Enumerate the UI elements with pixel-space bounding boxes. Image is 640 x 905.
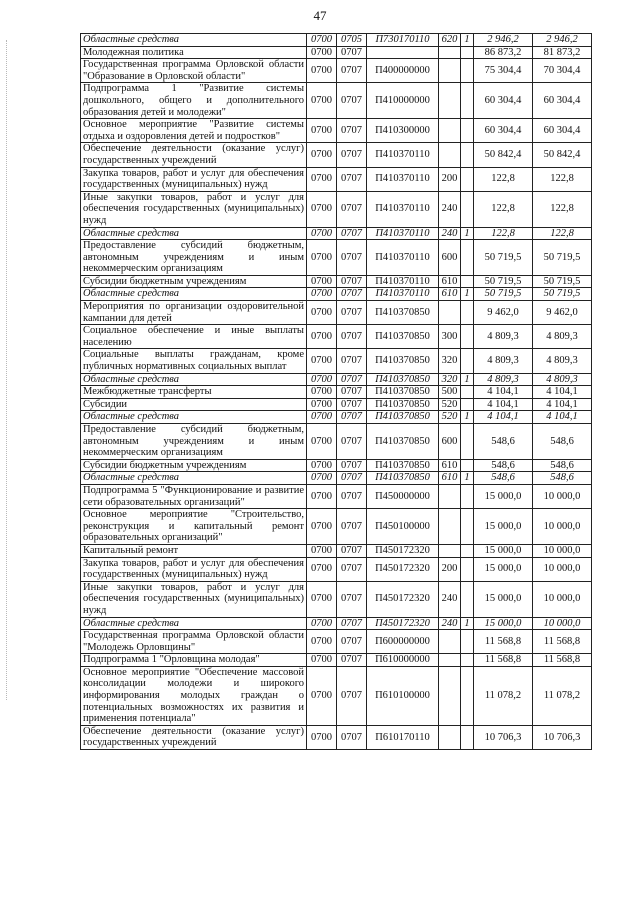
expense-type-cell: 240 [439, 227, 461, 240]
table-row [81, 544, 592, 557]
amount-year-1-cell: 15 000,0 [474, 557, 533, 581]
expense-type-cell [439, 725, 461, 749]
description-cell: Областные средства [81, 227, 307, 240]
table-row [81, 349, 592, 373]
description-cell: Предоставление субсидий бюджетным, автономным учреждениям и иным некоммерческим организациям [81, 424, 307, 460]
target-article-cell: П610170110 [367, 725, 439, 749]
table-row [81, 373, 592, 386]
funding-source-cell [461, 46, 474, 59]
description-cell: Основное мероприятие "Строительство, реконструкция и капитальный ремонт образовательных организаций" [81, 509, 307, 545]
funding-source-cell [461, 167, 474, 191]
subsection-code-cell: 0707 [337, 191, 367, 227]
amount-year-2-cell: 11 568,8 [533, 630, 592, 654]
target-article-cell: П410370850 [367, 411, 439, 424]
target-article-cell: П410370110 [367, 167, 439, 191]
table-row [81, 386, 592, 399]
description-cell: Областные средства [81, 373, 307, 386]
subsection-code-cell: 0707 [337, 301, 367, 325]
target-article-cell: П410370850 [367, 398, 439, 411]
amount-year-1-cell: 15 000,0 [474, 617, 533, 630]
expense-type-cell: 610 [439, 472, 461, 485]
target-article-cell: П410000000 [367, 83, 439, 119]
amount-year-1-cell: 4 809,3 [474, 325, 533, 349]
section-code-cell: 0700 [307, 301, 337, 325]
expense-type-cell: 520 [439, 411, 461, 424]
subsection-code-cell: 0707 [337, 143, 367, 167]
funding-source-cell [461, 581, 474, 617]
amount-year-2-cell: 81 873,2 [533, 46, 592, 59]
amount-year-1-cell: 60 304,4 [474, 83, 533, 119]
description-cell: Областные средства [81, 288, 307, 301]
section-code-cell: 0700 [307, 398, 337, 411]
funding-source-cell: 1 [461, 617, 474, 630]
description-cell: Подпрограмма 1 "Орловщина молодая" [81, 654, 307, 667]
subsection-code-cell: 0707 [337, 725, 367, 749]
expense-type-cell [439, 509, 461, 545]
amount-year-2-cell: 10 000,0 [533, 557, 592, 581]
table-row [81, 398, 592, 411]
subsection-code-cell: 0707 [337, 411, 367, 424]
amount-year-2-cell: 70 304,4 [533, 59, 592, 83]
subsection-code-cell: 0707 [337, 373, 367, 386]
target-article-cell: П410370110 [367, 240, 439, 276]
subsection-code-cell: 0707 [337, 544, 367, 557]
amount-year-1-cell: 60 304,4 [474, 119, 533, 143]
section-code-cell: 0700 [307, 46, 337, 59]
description-cell: Основное мероприятие "Развитие системы отдыха и оздоровления детей и подростков" [81, 119, 307, 143]
amount-year-1-cell: 11 078,2 [474, 666, 533, 725]
target-article-cell: П450172320 [367, 581, 439, 617]
amount-year-1-cell: 50 719,5 [474, 288, 533, 301]
funding-source-cell [461, 509, 474, 545]
section-code-cell: 0700 [307, 83, 337, 119]
section-code-cell: 0700 [307, 630, 337, 654]
target-article-cell: П400000000 [367, 59, 439, 83]
expense-type-cell: 320 [439, 349, 461, 373]
funding-source-cell [461, 349, 474, 373]
funding-source-cell [461, 119, 474, 143]
subsection-code-cell: 0707 [337, 398, 367, 411]
amount-year-1-cell: 15 000,0 [474, 581, 533, 617]
funding-source-cell [461, 459, 474, 472]
amount-year-2-cell: 60 304,4 [533, 83, 592, 119]
subsection-code-cell: 0707 [337, 630, 367, 654]
expense-type-cell: 600 [439, 240, 461, 276]
target-article-cell: П450172320 [367, 617, 439, 630]
funding-source-cell [461, 484, 474, 508]
section-code-cell: 0700 [307, 424, 337, 460]
description-cell: Субсидии бюджетным учреждениям [81, 275, 307, 288]
amount-year-1-cell: 75 304,4 [474, 59, 533, 83]
description-cell: Обеспечение деятельности (оказание услуг) государственных учреждений [81, 143, 307, 167]
amount-year-2-cell: 548,6 [533, 459, 592, 472]
subsection-code-cell: 0707 [337, 472, 367, 485]
description-cell: Предоставление субсидий бюджетным, автономным учреждениям и иным некоммерческим организациям [81, 240, 307, 276]
expense-type-cell [439, 630, 461, 654]
section-code-cell: 0700 [307, 484, 337, 508]
amount-year-1-cell: 10 706,3 [474, 725, 533, 749]
table-row [81, 654, 592, 667]
amount-year-2-cell: 10 000,0 [533, 581, 592, 617]
description-cell: Областные средства [81, 411, 307, 424]
description-cell: Межбюджетные трансферты [81, 386, 307, 399]
target-article-cell: П410370850 [367, 373, 439, 386]
description-cell: Иные закупки товаров, работ и услуг для обеспечения государственных (муниципальных) нужд [81, 191, 307, 227]
funding-source-cell [461, 630, 474, 654]
table-row [81, 725, 592, 749]
funding-source-cell: 1 [461, 373, 474, 386]
table-row [81, 275, 592, 288]
expense-type-cell [439, 484, 461, 508]
subsection-code-cell: 0707 [337, 581, 367, 617]
table-row [81, 46, 592, 59]
funding-source-cell [461, 83, 474, 119]
amount-year-2-cell: 10 000,0 [533, 617, 592, 630]
subsection-code-cell: 0707 [337, 275, 367, 288]
subsection-code-cell: 0707 [337, 227, 367, 240]
amount-year-1-cell: 4 104,1 [474, 411, 533, 424]
description-cell: Областные средства [81, 34, 307, 47]
amount-year-2-cell: 4 809,3 [533, 373, 592, 386]
target-article-cell [367, 46, 439, 59]
subsection-code-cell: 0707 [337, 240, 367, 276]
expense-type-cell: 500 [439, 386, 461, 399]
table-row [81, 227, 592, 240]
target-article-cell: П450000000 [367, 484, 439, 508]
table-row [81, 617, 592, 630]
table-row [81, 557, 592, 581]
amount-year-1-cell: 548,6 [474, 459, 533, 472]
funding-source-cell [461, 557, 474, 581]
section-code-cell: 0700 [307, 654, 337, 667]
description-cell: Социальные выплаты гражданам, кроме публичных нормативных социальных выплат [81, 349, 307, 373]
subsection-code-cell: 0707 [337, 83, 367, 119]
funding-source-cell [461, 240, 474, 276]
description-cell: Государственная программа Орловской области "Молодежь Орловщины" [81, 630, 307, 654]
amount-year-1-cell: 50 719,5 [474, 275, 533, 288]
funding-source-cell: 1 [461, 411, 474, 424]
funding-source-cell [461, 143, 474, 167]
amount-year-1-cell: 122,8 [474, 191, 533, 227]
expense-type-cell [439, 544, 461, 557]
amount-year-2-cell: 122,8 [533, 191, 592, 227]
section-code-cell: 0700 [307, 59, 337, 83]
subsection-code-cell: 0705 [337, 34, 367, 47]
target-article-cell: П410370850 [367, 459, 439, 472]
expense-type-cell: 200 [439, 167, 461, 191]
subsection-code-cell: 0707 [337, 349, 367, 373]
table-row [81, 459, 592, 472]
funding-source-cell: 1 [461, 227, 474, 240]
funding-source-cell [461, 424, 474, 460]
amount-year-1-cell: 548,6 [474, 472, 533, 485]
expense-type-cell [439, 83, 461, 119]
section-code-cell: 0700 [307, 386, 337, 399]
binding-margin [6, 40, 9, 700]
funding-source-cell [461, 301, 474, 325]
expense-type-cell: 300 [439, 325, 461, 349]
description-cell: Областные средства [81, 617, 307, 630]
amount-year-2-cell: 50 842,4 [533, 143, 592, 167]
section-code-cell: 0700 [307, 725, 337, 749]
section-code-cell: 0700 [307, 557, 337, 581]
funding-source-cell [461, 325, 474, 349]
amount-year-1-cell: 4 104,1 [474, 398, 533, 411]
table-row [81, 325, 592, 349]
table-row [81, 119, 592, 143]
amount-year-1-cell: 15 000,0 [474, 509, 533, 545]
amount-year-2-cell: 4 104,1 [533, 398, 592, 411]
section-code-cell: 0700 [307, 544, 337, 557]
subsection-code-cell: 0707 [337, 46, 367, 59]
description-cell: Мероприятия по организации оздоровительной кампании для детей [81, 301, 307, 325]
table-row [81, 472, 592, 485]
table-row [81, 301, 592, 325]
section-code-cell: 0700 [307, 288, 337, 301]
amount-year-2-cell: 11 078,2 [533, 666, 592, 725]
table-row [81, 424, 592, 460]
subsection-code-cell: 0707 [337, 666, 367, 725]
table-row [81, 411, 592, 424]
expense-type-cell: 600 [439, 424, 461, 460]
amount-year-1-cell: 15 000,0 [474, 544, 533, 557]
description-cell: Областные средства [81, 472, 307, 485]
expense-type-cell [439, 59, 461, 83]
amount-year-1-cell: 122,8 [474, 227, 533, 240]
target-article-cell: П410370850 [367, 325, 439, 349]
section-code-cell: 0700 [307, 240, 337, 276]
amount-year-1-cell: 122,8 [474, 167, 533, 191]
expense-type-cell: 200 [439, 557, 461, 581]
section-code-cell: 0700 [307, 459, 337, 472]
target-article-cell: П410370110 [367, 288, 439, 301]
funding-source-cell [461, 725, 474, 749]
amount-year-2-cell: 9 462,0 [533, 301, 592, 325]
amount-year-1-cell: 548,6 [474, 424, 533, 460]
funding-source-cell: 1 [461, 34, 474, 47]
target-article-cell: П450100000 [367, 509, 439, 545]
target-article-cell: П610100000 [367, 666, 439, 725]
table-row [81, 666, 592, 725]
funding-source-cell [461, 544, 474, 557]
section-code-cell: 0700 [307, 349, 337, 373]
table-row [81, 59, 592, 83]
subsection-code-cell: 0707 [337, 325, 367, 349]
amount-year-2-cell: 50 719,5 [533, 240, 592, 276]
subsection-code-cell: 0707 [337, 386, 367, 399]
target-article-cell: П410370850 [367, 424, 439, 460]
amount-year-1-cell: 50 719,5 [474, 240, 533, 276]
subsection-code-cell: 0707 [337, 459, 367, 472]
amount-year-1-cell: 15 000,0 [474, 484, 533, 508]
table-row [81, 83, 592, 119]
amount-year-2-cell: 122,8 [533, 167, 592, 191]
expense-type-cell: 320 [439, 373, 461, 386]
table-row [81, 484, 592, 508]
subsection-code-cell: 0707 [337, 557, 367, 581]
amount-year-2-cell: 10 000,0 [533, 484, 592, 508]
funding-source-cell [461, 191, 474, 227]
table-row [81, 240, 592, 276]
amount-year-2-cell: 548,6 [533, 472, 592, 485]
section-code-cell: 0700 [307, 472, 337, 485]
section-code-cell: 0700 [307, 34, 337, 47]
amount-year-2-cell: 2 946,2 [533, 34, 592, 47]
target-article-cell: П600000000 [367, 630, 439, 654]
description-cell: Основное мероприятие "Обеспечение массовой консолидации молодежи и широкого информирования молодых граждан о потенциальных возможностях их развития и применения потенциала" [81, 666, 307, 725]
target-article-cell: П410370850 [367, 349, 439, 373]
section-code-cell: 0700 [307, 143, 337, 167]
subsection-code-cell: 0707 [337, 617, 367, 630]
expense-type-cell: 240 [439, 581, 461, 617]
description-cell: Субсидии бюджетным учреждениям [81, 459, 307, 472]
description-cell: Обеспечение деятельности (оказание услуг) государственных учреждений [81, 725, 307, 749]
target-article-cell: П410300000 [367, 119, 439, 143]
target-article-cell: П450172320 [367, 544, 439, 557]
table-row [81, 167, 592, 191]
funding-source-cell: 1 [461, 472, 474, 485]
subsection-code-cell: 0707 [337, 654, 367, 667]
table-row [81, 509, 592, 545]
subsection-code-cell: 0707 [337, 509, 367, 545]
table-body [81, 34, 592, 750]
section-code-cell: 0700 [307, 325, 337, 349]
funding-source-cell [461, 59, 474, 83]
table-row [81, 34, 592, 47]
amount-year-1-cell: 4 104,1 [474, 386, 533, 399]
amount-year-1-cell: 9 462,0 [474, 301, 533, 325]
description-cell: Подпрограмма 1 "Развитие системы дошкольного, общего и дополнительного образования детей и молодежи" [81, 83, 307, 119]
funding-source-cell [461, 386, 474, 399]
section-code-cell: 0700 [307, 119, 337, 143]
section-code-cell: 0700 [307, 581, 337, 617]
expense-type-cell [439, 46, 461, 59]
table-row [81, 630, 592, 654]
description-cell: Закупка товаров, работ и услуг для обеспечения государственных (муниципальных) нужд [81, 557, 307, 581]
description-cell: Закупка товаров, работ и услуг для обеспечения государственных (муниципальных) нужд [81, 167, 307, 191]
expense-type-cell [439, 301, 461, 325]
expense-type-cell [439, 666, 461, 725]
subsection-code-cell: 0707 [337, 484, 367, 508]
description-cell: Молодежная политика [81, 46, 307, 59]
target-article-cell: П410370850 [367, 472, 439, 485]
expense-type-cell: 610 [439, 275, 461, 288]
section-code-cell: 0700 [307, 167, 337, 191]
subsection-code-cell: 0707 [337, 288, 367, 301]
expense-type-cell [439, 143, 461, 167]
expense-type-cell: 610 [439, 288, 461, 301]
target-article-cell: П610000000 [367, 654, 439, 667]
amount-year-2-cell: 548,6 [533, 424, 592, 460]
table-row [81, 191, 592, 227]
amount-year-1-cell: 11 568,8 [474, 630, 533, 654]
section-code-cell: 0700 [307, 275, 337, 288]
funding-source-cell [461, 654, 474, 667]
section-code-cell: 0700 [307, 509, 337, 545]
expense-type-cell: 240 [439, 617, 461, 630]
amount-year-2-cell: 50 719,5 [533, 275, 592, 288]
section-code-cell: 0700 [307, 227, 337, 240]
funding-source-cell [461, 275, 474, 288]
target-article-cell: П450172320 [367, 557, 439, 581]
section-code-cell: 0700 [307, 666, 337, 725]
amount-year-2-cell: 4 809,3 [533, 325, 592, 349]
section-code-cell: 0700 [307, 373, 337, 386]
amount-year-2-cell: 4 104,1 [533, 386, 592, 399]
funding-source-cell: 1 [461, 288, 474, 301]
target-article-cell: П410370110 [367, 227, 439, 240]
description-cell: Субсидии [81, 398, 307, 411]
table-row [81, 581, 592, 617]
target-article-cell: П730170110 [367, 34, 439, 47]
page-number: 47 [313, 8, 327, 23]
subsection-code-cell: 0707 [337, 424, 367, 460]
subsection-code-cell: 0707 [337, 119, 367, 143]
expense-type-cell [439, 654, 461, 667]
amount-year-2-cell: 10 000,0 [533, 509, 592, 545]
subsection-code-cell: 0707 [337, 59, 367, 83]
amount-year-2-cell: 60 304,4 [533, 119, 592, 143]
amount-year-2-cell: 122,8 [533, 227, 592, 240]
amount-year-1-cell: 4 809,3 [474, 373, 533, 386]
amount-year-1-cell: 11 568,8 [474, 654, 533, 667]
section-code-cell: 0700 [307, 617, 337, 630]
amount-year-2-cell: 11 568,8 [533, 654, 592, 667]
description-cell: Социальное обеспечение и иные выплаты населению [81, 325, 307, 349]
amount-year-2-cell: 4 809,3 [533, 349, 592, 373]
table-row [81, 143, 592, 167]
subsection-code-cell: 0707 [337, 167, 367, 191]
section-code-cell: 0700 [307, 411, 337, 424]
expense-type-cell: 610 [439, 459, 461, 472]
amount-year-1-cell: 86 873,2 [474, 46, 533, 59]
description-cell: Иные закупки товаров, работ и услуг для обеспечения государственных (муниципальных) нужд [81, 581, 307, 617]
expense-type-cell [439, 119, 461, 143]
amount-year-1-cell: 4 809,3 [474, 349, 533, 373]
amount-year-2-cell: 50 719,5 [533, 288, 592, 301]
amount-year-1-cell: 2 946,2 [474, 34, 533, 47]
target-article-cell: П410370850 [367, 301, 439, 325]
section-code-cell: 0700 [307, 191, 337, 227]
budget-table [80, 33, 592, 750]
table-row [81, 288, 592, 301]
target-article-cell: П410370110 [367, 191, 439, 227]
funding-source-cell [461, 666, 474, 725]
amount-year-2-cell: 10 000,0 [533, 544, 592, 557]
target-article-cell: П410370110 [367, 143, 439, 167]
description-cell: Государственная программа Орловской области "Образование в Орловской области" [81, 59, 307, 83]
amount-year-2-cell: 4 104,1 [533, 411, 592, 424]
amount-year-2-cell: 10 706,3 [533, 725, 592, 749]
description-cell: Подпрограмма 5 "Функционирование и развитие сети образовательных организаций" [81, 484, 307, 508]
description-cell: Капитальный ремонт [81, 544, 307, 557]
funding-source-cell [461, 398, 474, 411]
expense-type-cell: 240 [439, 191, 461, 227]
target-article-cell: П410370850 [367, 386, 439, 399]
expense-type-cell: 620 [439, 34, 461, 47]
amount-year-1-cell: 50 842,4 [474, 143, 533, 167]
target-article-cell: П410370110 [367, 275, 439, 288]
expense-type-cell: 520 [439, 398, 461, 411]
